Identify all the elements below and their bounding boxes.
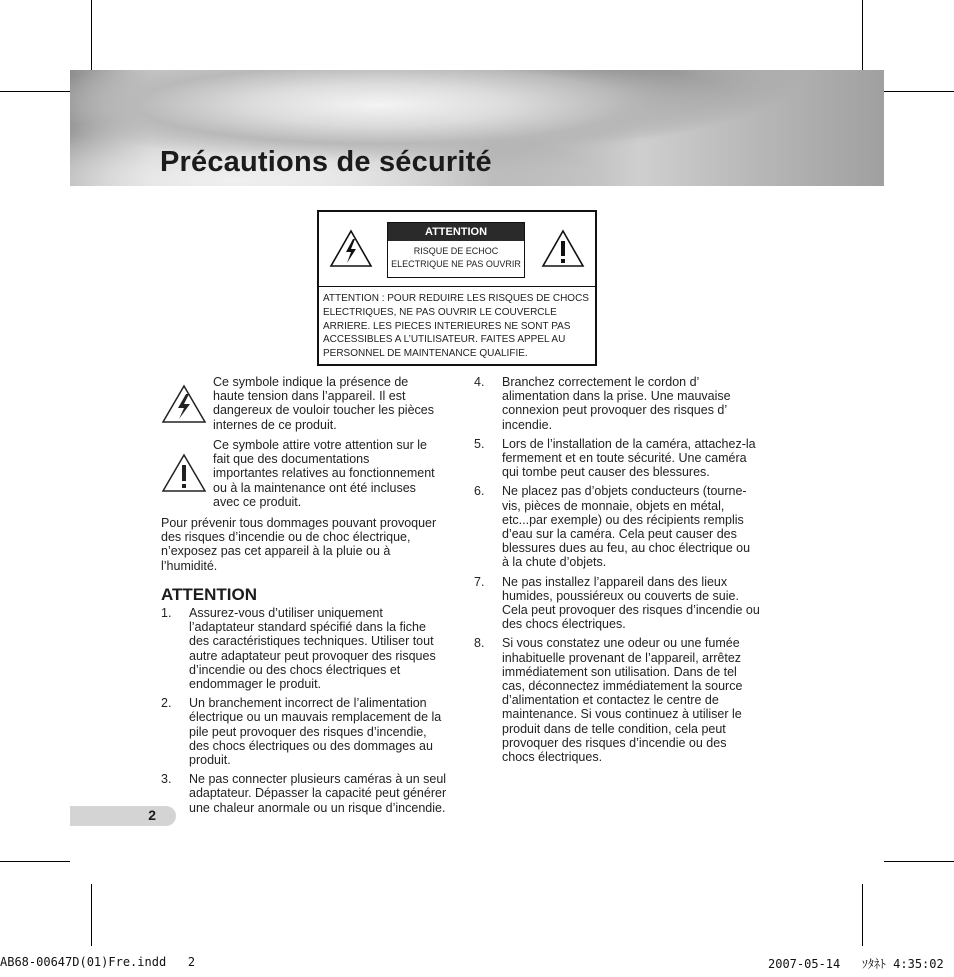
warning-label-title: ATTENTION: [388, 223, 524, 241]
symbol-description: Ce symbole attire votre attention sur le fait que des documentations importantes relatives au fonctionnement ou à la maintenance ont été incluses avec ce produit.: [213, 438, 435, 509]
list-item-text: Assurez-vous d’utiliser uniquement l’adaptateur standard spécifié dans la fiche des caractéristiques techniques. Utiliser tout autre adaptateur peut provoquer des risques d’incendie ou des chocs électriques et endommager le produit.: [189, 606, 436, 692]
list-item: [161, 606, 448, 691]
list-item-text: Branchez correctement le cordon d’ alimentation dans la prise. Une mauvaise connexion peut provoquer des risques d’ incendie.: [502, 375, 731, 432]
list-item-number: 2.: [161, 696, 172, 711]
header-banner: [70, 70, 884, 186]
list-item: [474, 437, 760, 480]
symbol-description: Ce symbole indique la présence de haute tension dans l’appareil. Il est dangereux de vouloir toucher les pièces internes de ce produit.: [213, 375, 434, 432]
warning-label: [387, 222, 525, 278]
list-item-number: 8.: [474, 636, 485, 651]
warning-label-line: ELECTRIQUE NE PAS OUVRIR: [391, 259, 521, 269]
list-item-number: 7.: [474, 574, 485, 589]
list-item-number: 5.: [474, 436, 485, 451]
attention-heading: ATTENTION: [161, 585, 258, 604]
warning-label-text: [388, 241, 524, 271]
list-item-number: 1.: [161, 606, 172, 620]
list-item: [161, 772, 448, 815]
list-item: [474, 575, 760, 632]
crop-mark: [862, 0, 863, 70]
warning-label-body: ATTENTION : POUR REDUIRE LES RISQUES DE CHOCS ELECTRIQUES, NE PAS OUVRIR LE COUVERCLE ARRIERE. LES PIECES INTERIEURES NE SONT PAS ACCESSIBLES A L’UTILISATEUR. FAITES APPEL AU PERSONNEL DE MAINTENANCE QUALIFIE.: [323, 293, 589, 360]
crop-mark: [862, 884, 863, 946]
crop-mark: [91, 884, 92, 946]
list-item-text: Un branchement incorrect de l’alimentation électrique ou un mauvais remplacement de la pile peut provoquer des risques d’incendie, des chocs électriques ou des dommages au produit.: [189, 696, 442, 768]
list-item: [474, 484, 760, 569]
list-item: [474, 375, 760, 432]
list-item-text: Ne placez pas d’objets conducteurs (tourne-vis, pièces de monnaie, objets en métal, etc...par exemple) ou des récipients remplis d’eau sur la caméra. Cela peut causer des blessures dues au feu, au choc électrique ou à la chute d’objets.: [502, 484, 751, 570]
print-footer-left: AB68-00647D(01)Fre.indd 2: [0, 955, 196, 969]
lightning-triangle-icon: [329, 228, 373, 268]
list-item-text: Ne pas installez l’appareil dans des lieux humides, poussiéreux ou couverts de suie. Cela peut provoquer des risques d’incendie ou des chocs électriques.: [502, 574, 760, 632]
exclamation-triangle-icon: [541, 228, 585, 268]
page-number-tab: [70, 806, 176, 826]
list-item: [161, 696, 448, 767]
crop-mark: [0, 91, 70, 92]
list-item-number: 4.: [474, 375, 485, 389]
precautions-list-right: [474, 375, 760, 769]
list-item-text: Si vous constatez une odeur ou une fumée inhabituelle provenant de l’appareil, arrêtez immédiatement son utilisation. Dans de tel cas, déconnectez immédiatement la source d’alimentation et contactez le centre de maintenance. Si vous continuez à utiliser le produit dans de telle condition, cela peut provoquer des risques d’incendie ou des chocs électriques.: [502, 636, 743, 765]
precautions-list-left: [161, 606, 448, 820]
crop-mark: [0, 861, 70, 862]
crop-mark: [884, 91, 954, 92]
list-item: [474, 636, 760, 764]
warning-label-top: [319, 212, 595, 287]
warning-label-line: RISQUE DE ECHOC: [413, 246, 499, 256]
crop-mark: [884, 861, 954, 862]
page-number: 2: [148, 807, 156, 823]
warning-label-box: [317, 210, 597, 366]
exclamation-triangle-icon: [161, 453, 207, 493]
page-title: Précautions de sécurité: [160, 146, 492, 178]
print-footer-right: 2007-05-14 ｿﾀﾈﾄ 4:35:02: [768, 957, 944, 971]
list-item-number: 6.: [474, 484, 485, 499]
crop-mark: [91, 0, 92, 70]
list-item-text: Ne pas connecter plusieurs caméras à un seul adaptateur. Dépasser la capacité peut générer une chaleur anormale ou un risque d’incendie.: [189, 772, 447, 815]
lightning-triangle-icon: [161, 384, 207, 424]
list-item-number: 3.: [161, 772, 172, 787]
list-item-text: Lors de l’installation de la caméra, attachez-la fermement et en toute sécurité. Une caméra qui tombe peut causer des blessures.: [502, 436, 756, 480]
intro-paragraph: Pour prévenir tous dommages pouvant provoquer des risques d’incendie ou de choc électrique, n’exposez pas cet appareil à la pluie ou à l’humidité.: [161, 516, 437, 573]
